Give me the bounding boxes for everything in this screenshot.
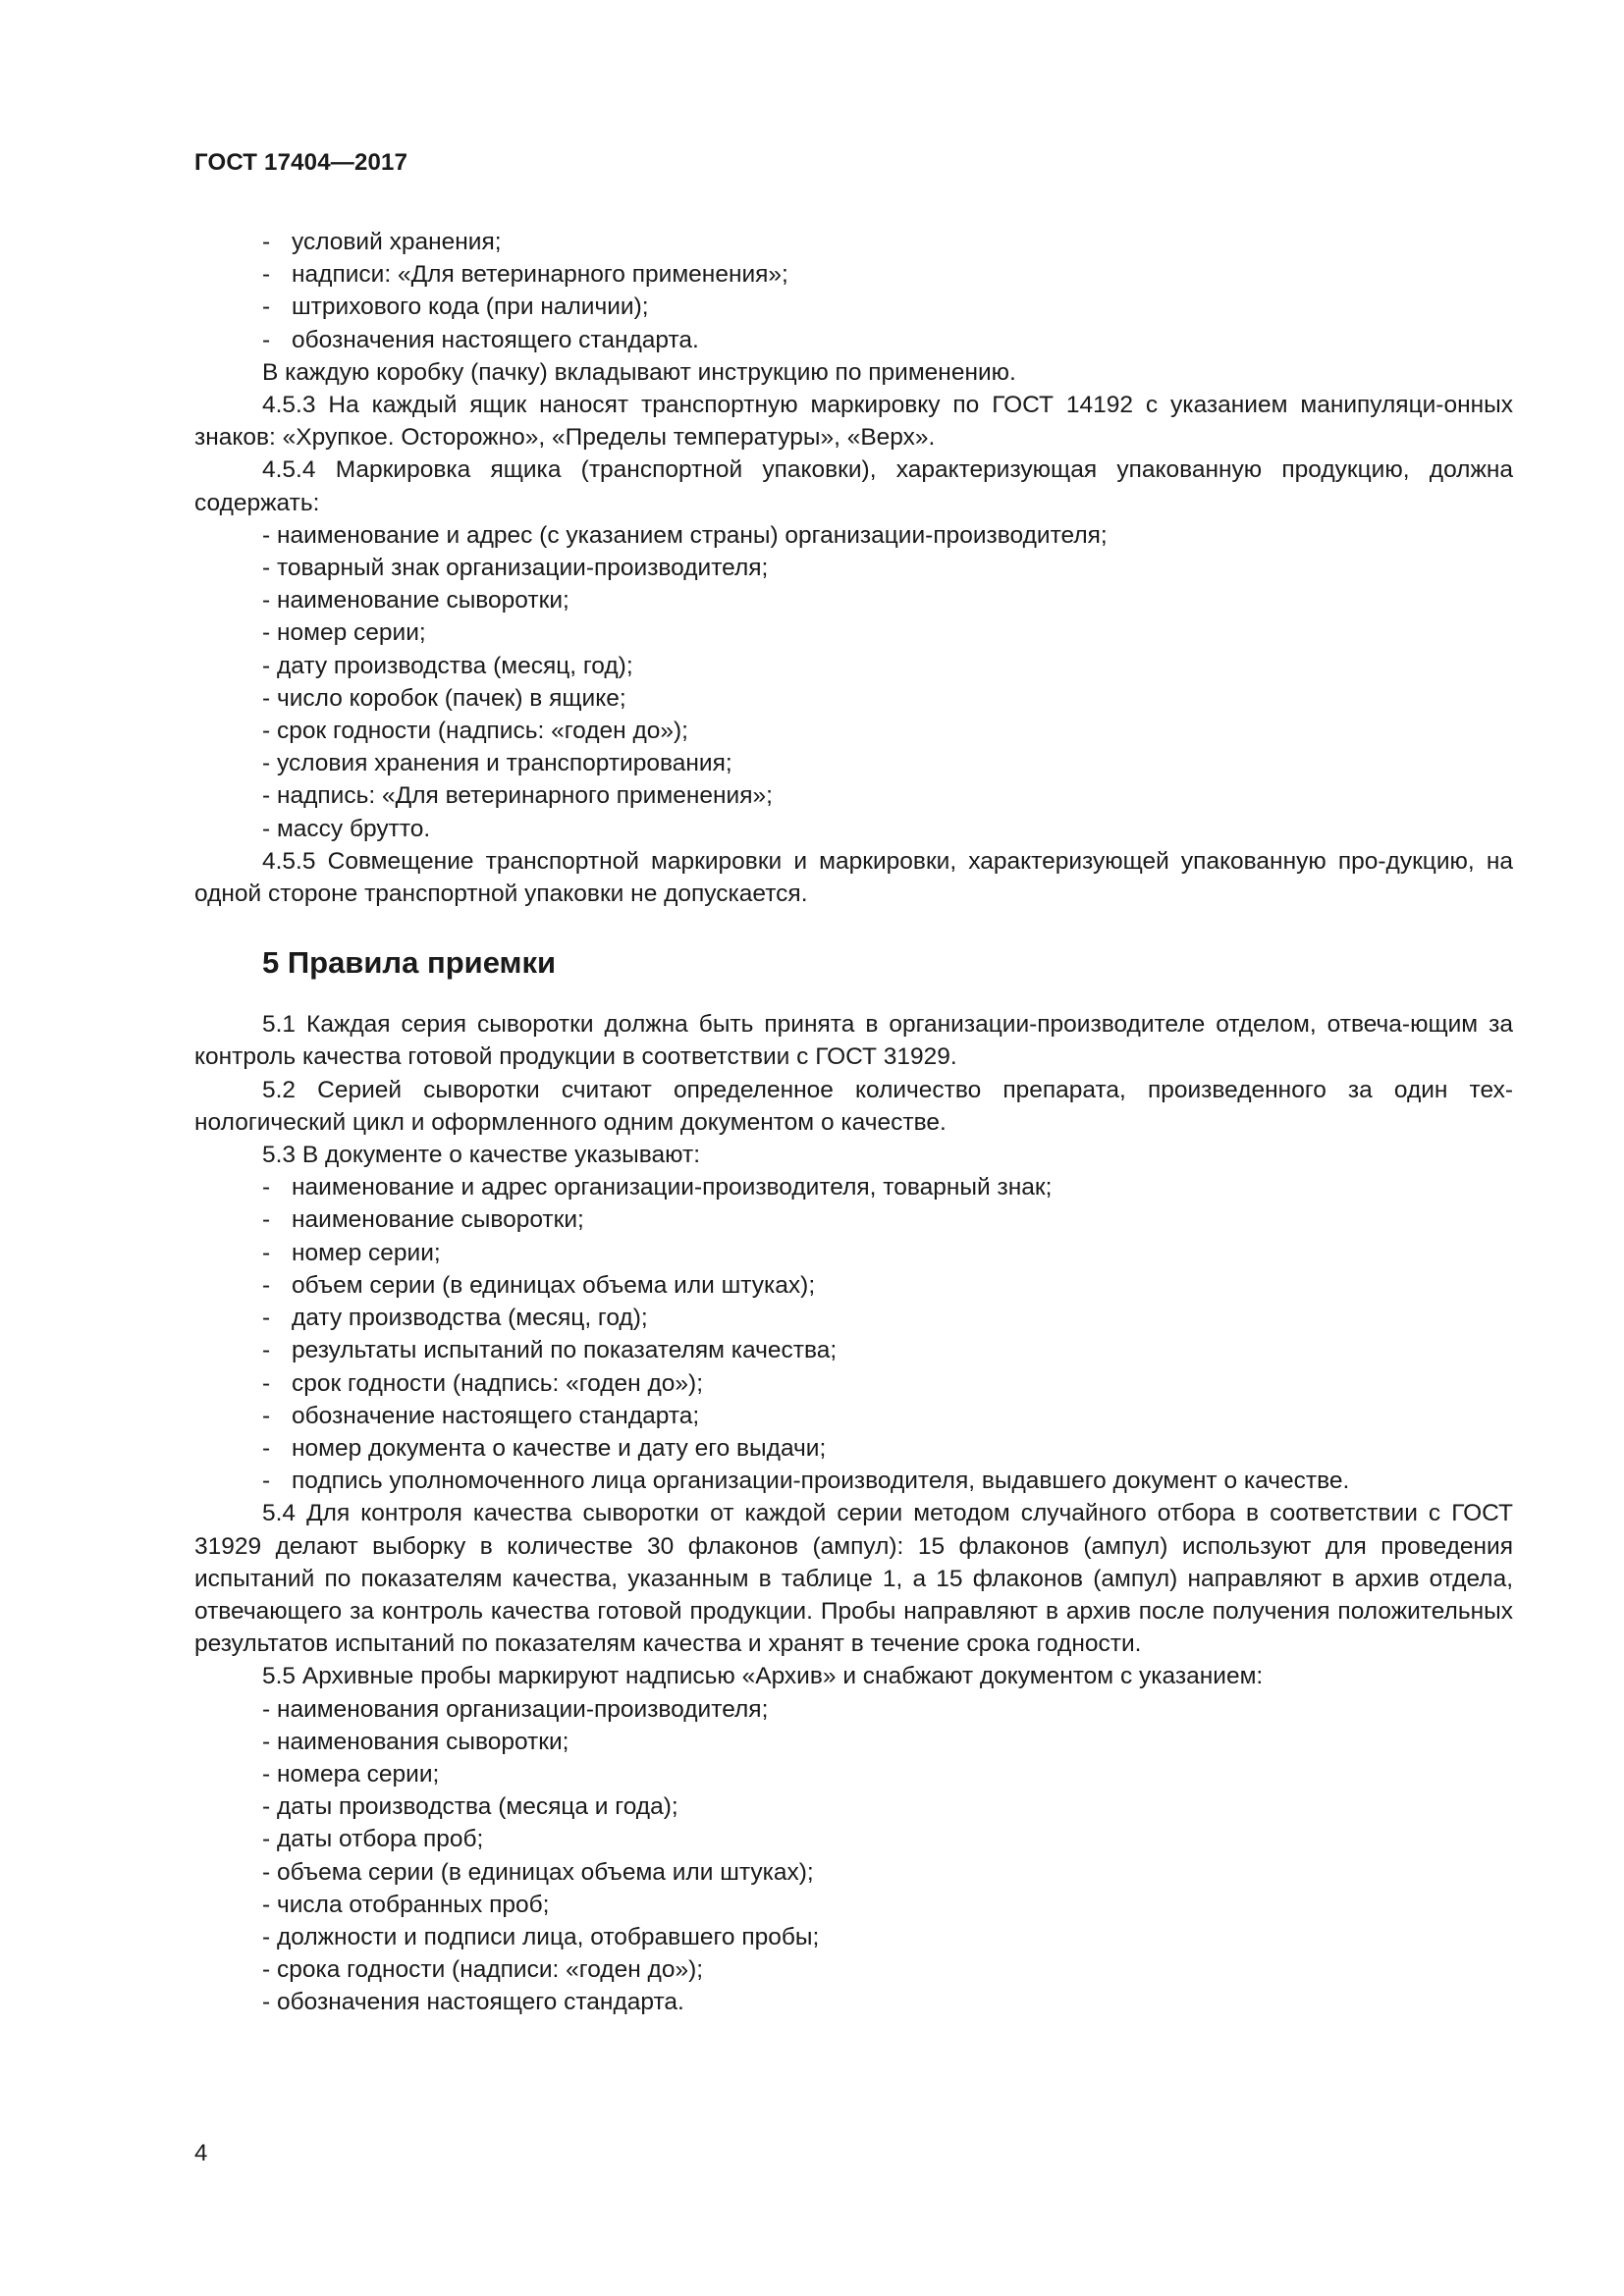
list-item: - наименования организации-производителя; (262, 1695, 769, 1723)
list-item: - срок годности (надпись: «годен до»); (262, 718, 688, 745)
list-item: - наименование сыворотки; (262, 1206, 584, 1234)
list-item: - обозначения настоящего стандарта. (262, 1989, 684, 2016)
list-item: - номера серии; (262, 1760, 440, 1788)
paragraph-5-1: 5.1 Каждая серия сыворотки должна быть принята в организации-производителе отделом, отвеча-ющим за контроль качества готовой продукции в соответствии с ГОСТ 31929. (194, 1011, 1513, 1071)
list-item: - дату производства (месяц, год); (262, 1305, 648, 1332)
list-item: - число коробок (пачек) в ящике; (262, 684, 626, 712)
list-item: - условий хранения; (262, 229, 502, 255)
paragraph-instruction: В каждую коробку (пачку) вкладывают инструкцию по применению. (262, 358, 1016, 386)
paragraph-4-5-5: 4.5.5 Совмещение транспортной маркировки и маркировки, характеризующей упакованную про-дукцию, на одной стороне транспортной упаковки не допускается. (194, 847, 1513, 908)
list-item: - наименование и адрес организации-производителя, товарный знак; (262, 1174, 1053, 1201)
list-item: - условия хранения и транспортирования; (262, 750, 732, 777)
list-item: - обозначение настоящего стандарта; (262, 1402, 700, 1429)
page-number: 4 (194, 2140, 208, 2166)
list-item: - должности и подписи лица, отобравшего пробы; (262, 1923, 820, 1950)
list-item: - объем серии (в единицах объема или штуках); (262, 1271, 816, 1299)
document-body (194, 226, 1513, 2019)
list-item: - обозначения настоящего стандарта. (262, 326, 699, 353)
list-item: - товарный знак организации-производителя; (262, 555, 769, 582)
paragraph-5-5: 5.5 Архивные пробы маркируют надписью «Архив» и снабжают документом с указанием: (262, 1663, 1264, 1690)
list-item: - номер серии; (262, 1239, 441, 1266)
paragraph-5-4: 5.4 Для контроля качества сыворотки от каждой серии методом случайного отбора в соответствии с ГОСТ 31929 делают выборку в количестве 30 флаконов (ампул): 15 флаконов (ампул) используют для проведения испытаний по показателям качества, указанным в таблице 1, а 15 флаконов (ампул) направляют в архив отдела, отвечающего за контроль качества готовой продукции. Пробы направляют в архив после получения положительных результатов испытаний по показателям качества и хранят в течение срока годности. (194, 1500, 1513, 1658)
list-item: - наименования сыворотки; (262, 1728, 569, 1755)
list-item: - штрихового кода (при наличии); (262, 294, 649, 321)
list-item: - наименование сыворотки; (262, 587, 569, 614)
list-item: - подпись уполномоченного лица организации-производителя, выдавшего документ о качестве. (262, 1468, 1350, 1495)
list-item: - наименование и адрес (с указанием страны) организации-производителя; (262, 521, 1108, 549)
list-item: - номер документа о качестве и дату его выдачи; (262, 1434, 827, 1462)
list-item: - объема серии (в единицах объема или штуках); (262, 1858, 814, 1886)
list-item: - числа отобранных проб; (262, 1891, 550, 1918)
list-item: - срока годности (надписи: «годен до»); (262, 1956, 704, 1984)
paragraph-4-5-3: 4.5.3 На каждый ящик наносят транспортную маркировку по ГОСТ 14192 с указанием манипуляци-онных знаков: «Хрупкое. Осторожно», «Пределы температуры», «Верх». (194, 392, 1513, 452)
paragraph-5-3: 5.3 В документе о качестве указывают: (262, 1142, 701, 1169)
section-heading: 5 Правила приемки (262, 945, 557, 981)
list-item: - результаты испытаний по показателям качества; (262, 1337, 838, 1364)
list-item: - даты отбора проб; (262, 1826, 484, 1853)
list-item: - массу брутто. (262, 815, 431, 842)
list-item: - надписи: «Для ветеринарного применения»; (262, 261, 788, 289)
list-item: - даты производства (месяца и года); (262, 1793, 678, 1821)
list-item: - срок годности (надпись: «годен до»); (262, 1369, 704, 1397)
paragraph-5-2: 5.2 Серией сыворотки считают определенное количество препарата, произведенного за один тех-нологический цикл и оформленного одним документом о качестве. (194, 1076, 1513, 1136)
list-item: - надпись: «Для ветеринарного применения»; (262, 782, 773, 810)
list-item: - номер серии; (262, 619, 426, 647)
document-header: ГОСТ 17404—2017 (194, 149, 408, 176)
list-item: - дату производства (месяц, год); (262, 652, 633, 679)
paragraph-4-5-4: 4.5.4 Маркировка ящика (транспортной упаковки), характеризующая упакованную продукцию, должна содержать: (194, 456, 1513, 516)
